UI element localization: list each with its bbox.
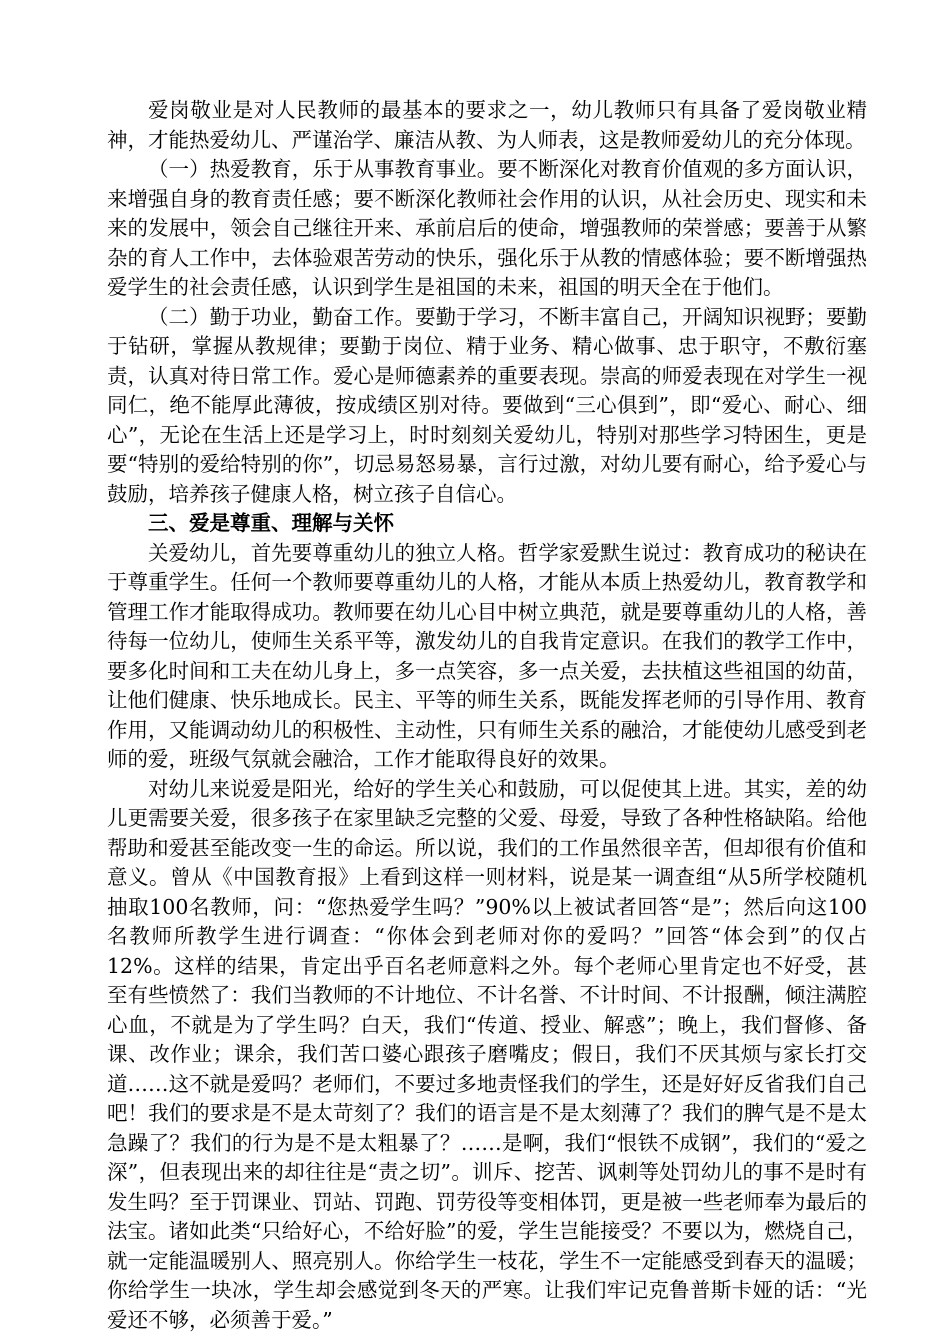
paragraph-section-1: （一）热爱教育，乐于从事教育事业。要不断深化对教育价值观的多方面认识，来增强自身的教育责任感；要不断深化教师社会作用的认识，从社会历史、现实和未来的发展中，领会自己继往开来、承前启后的使命，增强教师的荣誉感；要善于从繁杂的育人工作中，去体验艰苦劳动的快乐，强化乐于从教的情感体验；要不断增强热爱学生的社会责任感，认识到学生是祖国的未来，祖国的明天全在于他们。	[107, 157, 867, 299]
document-page	[107, 96, 867, 1335]
paragraph-intro: 爱岗敬业是对人民教师的最基本的要求之一，幼儿教师只有具备了爱岗敬业精神，才能热爱幼儿、严谨治学、廉洁从教、为人师表，这是教师爱幼儿的充分体现。	[107, 98, 867, 152]
section-heading-3: 三、爱是尊重、理解与关怀	[148, 511, 394, 535]
paragraph-respect: 关爱幼儿，首先要尊重幼儿的独立人格。哲学家爱默生说过：教育成功的秘诀在于尊重学生。任何一个教师要尊重幼儿的人格，才能从本质上热爱幼儿，教育教学和管理工作才能取得成功。教师要在幼儿心目中树立典范，就是要尊重幼儿的人格，善待每一位幼儿，使师生关系平等，激发幼儿的自我肯定意识。在我们的教学工作中，要多化时间和工夫在幼儿身上，多一点笑容，多一点关爱，去扶植这些祖国的幼苗，让他们健康、快乐地成长。民主、平等的师生关系，既能发挥老师的引导作用、教育作用，又能调动幼儿的积极性、主动性，只有师生关系的融洽，才能使幼儿感受到老师的爱，班级气氛就会融洽，工作才能取得良好的效果。	[107, 540, 867, 771]
paragraph-sunshine: 对幼儿来说爱是阳光，给好的学生关心和鼓励，可以促使其上进。其实，差的幼儿更需要关爱，很多孩子在家里缺乏完整的父爱、母爱，导致了各种性格缺陷。给他帮助和爱甚至能改变一生的命运。所以说，我们的工作虽然很辛苦，但却很有价值和意义。曾从《中国教育报》上看到这样一则材料，说是某一调查组“从5所学校随机抽取100名教师，问：“您热爱学生吗？”90%以上被试者回答“是”；然后向这100名教师所教学生进行调查：“你体会到老师对你的爱吗？”回答“体会到”的仅占12%。这样的结果，肯定出乎百名老师意料之外。每个老师心里肯定也不好受，甚至有些愤然了：我们当教师的不计地位、不计名誉、不计时间、不计报酬，倾注满腔心血，不就是为了学生吗？白天，我们“传道、授业、解惑”；晚上，我们督修、备课、改作业；课余，我们苦口婆心跟孩子磨嘴皮；假日，我们不厌其烦与家长打交道……这不就是爱吗？老师们，不要过多地责怪我们的学生，还是好好反省我们自己吧！我们的要求是不是太苛刻了？我们的语言是不是太刻薄了？我们的脾气是不是太急躁了？我们的行为是不是太粗暴了？……是啊，我们“恨铁不成钢”，我们的“爱之深”，但表现出来的却往往是“责之切”。训斥、挖苦、讽刺等处罚幼儿的事不是时有发生吗？至于罚课业、罚站、罚跑、罚劳役等变相体罚，更是被一些老师奉为最后的法宝。诸如此类“只给好心，不给好脸”的爱，学生岂能接受？不要以为，燃烧自己，就一定能温暖别人、照亮别人。你给学生一枝花，学生不一定能感受到春天的温暖；你给学生一块冰，学生却会感觉到冬天的严寒。让我们牢记克鲁普斯卡娅的话：“光爱还不够，必须善于爱。”	[107, 776, 867, 1332]
paragraph-section-2: （二）勤于功业，勤奋工作。要勤于学习，不断丰富自己，开阔知识视野；要勤于钻研，掌握从教规律；要勤于岗位、精于业务、精心做事、忠于职守，不敷衍塞责，认真对待日常工作。爱心是师德素养的重要表现。崇高的师爱表现在对学生一视同仁，绝不能厚此薄彼，按成绩区别对待。要做到“三心俱到”，即“爱心、耐心、细心”，无论在生活上还是学习上，时时刻刻关爱幼儿，特别对那些学习特困生，更是要“特别的爱给特别的你”，切忌易怒易暴，言行过激，对幼儿要有耐心，给予爱心与鼓励，培养孩子健康人格，树立孩子自信心。	[107, 304, 867, 506]
